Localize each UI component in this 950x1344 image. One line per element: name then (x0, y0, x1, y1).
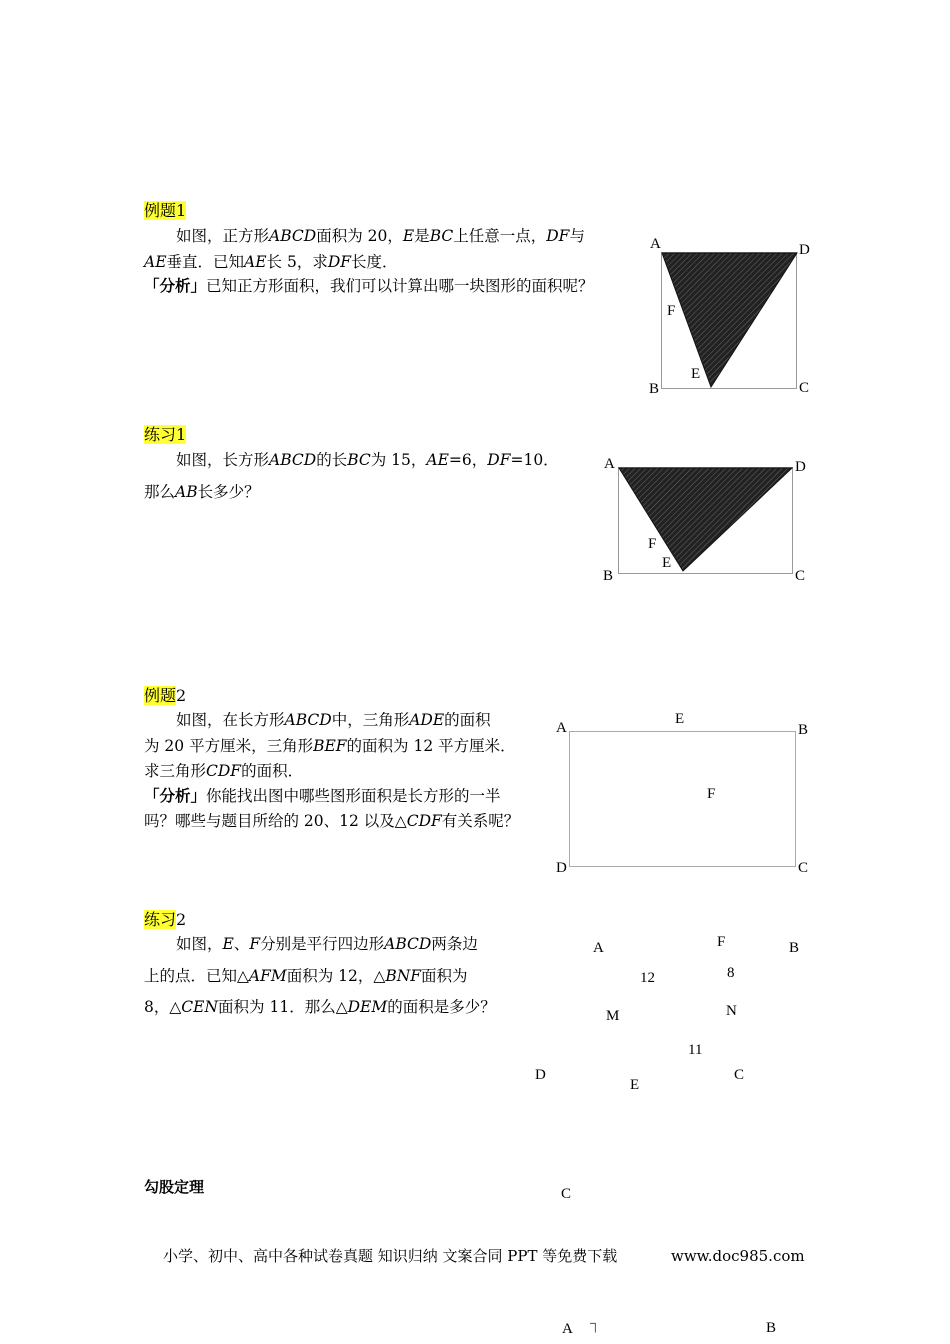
fig2-label-d: D (795, 459, 806, 475)
example2-line3: 求三角形CDF的面积． (144, 762, 304, 780)
example2-analysis-line1: 「分析」你能找出图中哪些图形面积是长方形的一半 (144, 786, 501, 805)
fig4-label-c: C (734, 1067, 745, 1083)
fig3-label-f: F (707, 786, 716, 802)
fig1-label-b: B (649, 381, 660, 397)
practice2-tag-num: 2 (176, 910, 187, 929)
practice1-tag-label: 练习 (144, 425, 177, 444)
fig3-label-d: D (556, 860, 567, 876)
example2-tag (144, 686, 186, 706)
fig2-label-b: B (603, 568, 614, 584)
example2-rectangle (569, 731, 796, 867)
practice2-tag-label: 练习 (144, 910, 177, 929)
fig1-label-d: D (799, 242, 810, 258)
example2-tag-num: 2 (176, 686, 187, 705)
fig1-label-a: A (650, 236, 661, 252)
example1-tag-label: 例题 (144, 201, 177, 220)
fig4-label-12: 12 (640, 970, 655, 986)
fig4-label-e: E (630, 1077, 640, 1093)
practice1-tag-num: 1 (176, 425, 187, 444)
example2-analysis-line2: 吗？哪些与题目所给的 20、12 以及△CDF有关系呢？ (144, 812, 520, 830)
section-label-b: B (766, 1320, 777, 1336)
fig4-label-11: 11 (688, 1042, 703, 1058)
fig4-label-m: M (606, 1008, 620, 1024)
example2-tag-label: 例题 (144, 686, 177, 705)
practice2-line1: 如图，E、F分别是平行四边形ABCD两条边 (176, 935, 478, 953)
fig3-label-b: B (798, 722, 809, 738)
fig1-label-f: F (667, 303, 676, 319)
fig2-label-c: C (795, 568, 806, 584)
analysis-label: 「分析」 (144, 786, 207, 805)
fig4-label-a: A (593, 940, 604, 956)
example1-analysis: 「分析」已知正方形面积，我们可以计算出哪一块图形的面积呢？ (144, 276, 594, 295)
practice1-line2: 那么AB长多少？ (144, 483, 260, 501)
practice2-tag (144, 910, 186, 930)
practice2-line3: 8，△CEN面积为 11．那么△DEM的面积是多少？ (144, 998, 496, 1016)
fig4-label-n: N (726, 1003, 737, 1019)
example1-line2: AE垂直．已知AE长 5，求DF长度． (144, 253, 398, 271)
example1-tag-num: 1 (176, 201, 187, 220)
fig2-label-e: E (662, 555, 672, 571)
example1-line1: 如图，正方形ABCD面积为 20，E是BC上任意一点，DF与 (176, 227, 585, 245)
practice1-line1: 如图，长方形ABCD的长BC为 15，AE=6，DF=10． (176, 451, 559, 469)
fig2-label-f: F (648, 536, 657, 552)
footer-description: 小学、初中、高中各种试卷真题 知识归纳 文案合同 PPT 等免费下载 (163, 1247, 618, 1265)
fig4-label-d: D (535, 1067, 546, 1083)
fig3-label-c: C (798, 860, 809, 876)
practice2-line2: 上的点．已知△AFM面积为 12，△BNF面积为 (144, 967, 468, 985)
section-label-c: C (561, 1186, 572, 1202)
footer-url[interactable]: www.doc985.com (671, 1247, 805, 1265)
fig4-label-b: B (789, 940, 800, 956)
fig3-label-a: A (556, 720, 567, 736)
fig3-label-e: E (675, 711, 685, 727)
fig4-label-f: F (717, 934, 726, 950)
fig1-label-e: E (691, 366, 701, 382)
section-title: 勾股定理 (144, 1178, 205, 1196)
right-angle-mark: ┐ (590, 1316, 601, 1332)
fig1-label-c: C (799, 380, 810, 396)
fig4-label-8: 8 (727, 965, 735, 981)
section-label-a: A (562, 1321, 573, 1337)
fig2-label-a: A (604, 456, 615, 472)
example2-line1: 如图，在长方形ABCD中，三角形ADE的面积 (176, 711, 491, 729)
analysis-label: 「分析」 (144, 276, 207, 295)
footer-text (163, 1246, 617, 1266)
example2-line2: 为 20 平方厘米，三角形BEF的面积为 12 平方厘米． (144, 737, 516, 755)
